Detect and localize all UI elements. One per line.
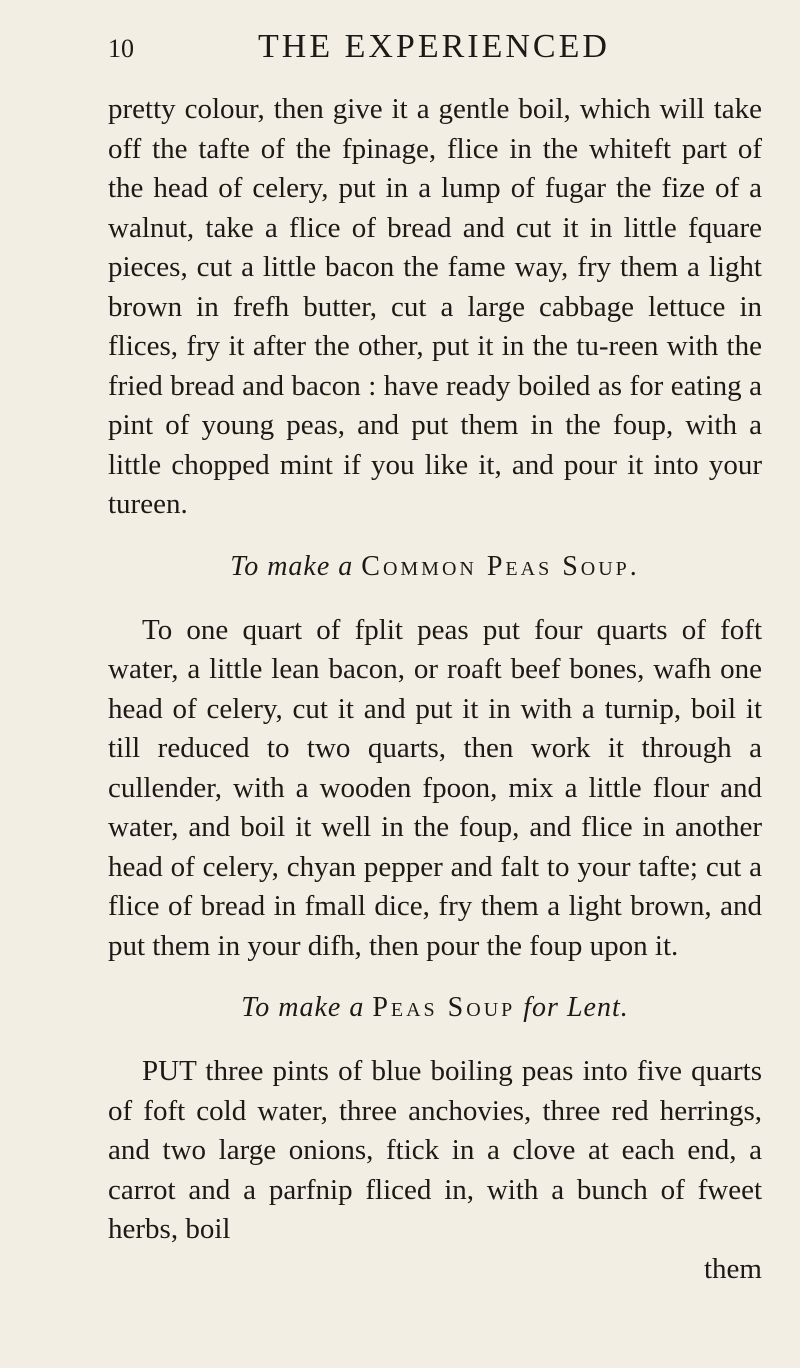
paragraph-peas-soup-lent: PUT three pints of blue boiling peas into five quarts of foft cold water, three anchovies, three red herrings, and two large onions, ftick in a clove at each end, a carrot and a parfnip fliced in, with a bunch of fweet herbs, boil: [108, 1055, 762, 1245]
heading-title: Peas Soup: [372, 992, 516, 1023]
catchword: them: [704, 1252, 762, 1285]
recipe-heading-common-peas-soup: [108, 549, 762, 585]
page-header: [108, 28, 762, 74]
paragraph-common-peas-soup: To one quart of fplit peas put four quarts of foft water, a little lean bacon, or roaft beef bones, wafh one head of celery, cut it and put it in with a turnip, boil it till reduced to two quarts, then work it through a cullender, with a wooden fpoon, mix a little flour and water, and boil it well in the foup, and flice in another head of celery, chyan pepper and falt to your tafte; cut a flice of bread in fmall dice, fry them a light brown, and put them in your difh, then pour the foup upon it.: [108, 613, 762, 962]
heading-title: Common Peas Soup.: [361, 550, 640, 582]
heading-lead: To make a: [230, 550, 354, 582]
heading-lead: To make a: [241, 992, 365, 1023]
page-number: 10: [108, 34, 134, 63]
recipe-heading-peas-soup-lent: [108, 990, 762, 1026]
paragraph-continued: pretty colour, then give it a gentle boil, which will take off the tafte of the fpinage, flice in the whiteft part of the head of celery, put in a lump of fugar the fize of a walnut, take a flice of bread and cut it in little fquare pieces, cut a little bacon the fame way, fry them a light brown in frefh butter, cut a large cabbage lettuce in flices, fry it after the other, put it in the tu-reen with the fried bread and bacon : have ready boiled as for eating a pint of young peas, and put them in the foup, with a little chopped mint if you like it, and pour it into your tureen.: [108, 93, 762, 520]
running-head: THE EXPERIENCED: [258, 28, 610, 65]
heading-tail: for Lent.: [523, 992, 629, 1023]
